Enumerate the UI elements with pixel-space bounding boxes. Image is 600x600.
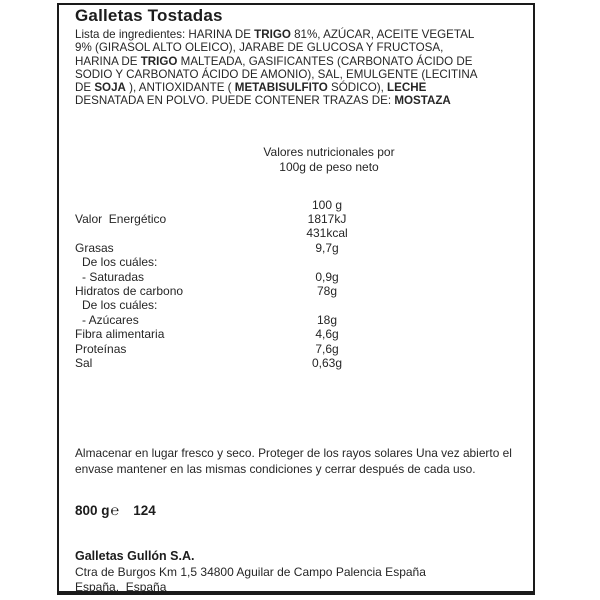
manufacturer-country: España, España — [75, 580, 167, 594]
ingredients-text: SÓDICO), — [327, 81, 388, 95]
nutrition-label: Hidratos de carbono — [75, 283, 184, 298]
nutrition-label: Grasas — [75, 240, 114, 255]
nutrition-value: 18g — [316, 312, 338, 327]
unit-count: 124 — [133, 503, 156, 518]
nutrition-value: 1817kJ — [307, 212, 347, 226]
storage-instructions: Almacenar en lugar fresco y seco. Proteger de los rayos solares Una vez abierto el envase mantener en las mismas condiciones y cerrar después de cada uso. — [75, 446, 512, 476]
nutrition-column-header: 100 g — [311, 198, 343, 212]
nutrition-row-sugars — [59, 313, 533, 327]
nutrition-table — [59, 212, 533, 370]
allergen-mostaza: MOSTAZA — [394, 94, 451, 108]
nutrition-label: De los cuáles: — [82, 298, 158, 313]
nutrition-row-protein — [59, 342, 533, 356]
nutrition-value: 431kcal — [306, 226, 348, 241]
nutrition-row-energy-kcal — [59, 226, 533, 240]
allergen-trigo: TRIGO — [254, 28, 291, 41]
nutrition-heading — [159, 145, 499, 174]
nutrition-value: 7,6g — [315, 341, 339, 356]
nutrition-row-fibre — [59, 327, 533, 341]
estimated-sign-icon: ℮ — [110, 503, 120, 519]
allergen-trigo: TRIGO — [140, 54, 178, 68]
ingredients-text: HARINA DE — [75, 54, 141, 68]
ingredients-line-5 — [75, 81, 527, 94]
nutrition-value: 4,6g — [315, 327, 339, 342]
nutrition-row-of-which-fat — [59, 255, 533, 269]
manufacturer-address: Ctra de Burgos Km 1,5 34800 Aguilar de Campo Palencia España — [75, 564, 426, 579]
ingredients-text: 9% (GIRASOL ALTO OLEICO), JARABE DE GLUCOSA Y FRUCTOSA, — [75, 41, 444, 55]
nutrition-row-fat — [59, 241, 533, 255]
ingredients-line-6 — [75, 94, 527, 107]
label-border-box — [57, 3, 535, 595]
nutrition-label: Sal — [75, 355, 93, 370]
allergen-soja: SOJA — [94, 81, 126, 95]
ingredients-line-1 — [75, 28, 527, 41]
product-title: Galletas Tostadas — [75, 6, 223, 25]
net-weight-row — [75, 503, 156, 519]
nutrition-label: - Saturadas — [82, 269, 145, 284]
nutrition-value: 78g — [316, 283, 338, 298]
nutrition-value: 0,63g — [311, 355, 343, 370]
nutrition-heading-line-1: Valores nutricionales por — [263, 145, 395, 159]
ingredients-text: 81%, AZÚCAR, ACEITE VEGETAL — [290, 28, 475, 41]
ingredients-line-3 — [75, 55, 527, 68]
allergen-leche: LECHE — [387, 81, 427, 95]
nutrition-label: Proteínas — [75, 341, 127, 356]
ingredients-text: MALTEADA, GASIFICANTES (CARBONATO ÁCIDO DE — [177, 54, 473, 68]
ingredients-text: SODIO Y CARBONATO ÁCIDO DE AMONIO), SAL, EMULGENTE (LECITINA — [75, 67, 478, 81]
ingredients-text: Lista de ingredientes: HARINA DE — [75, 28, 255, 41]
allergen-metabisulfito: METABISULFITO — [234, 81, 328, 95]
manufacturer-name: Galletas Gullón S.A. — [75, 549, 195, 563]
ingredients-text: DE — [75, 81, 95, 95]
nutrition-row-salt — [59, 356, 533, 370]
nutrition-label: - Azúcares — [82, 312, 139, 327]
ingredients-line-2 — [75, 41, 527, 54]
ingredients-text: DESNATADA EN POLVO. PUEDE CONTENER TRAZAS DE: — [75, 94, 395, 108]
ingredients-text: ), ANTIOXIDANTE ( — [125, 81, 235, 95]
nutrition-row-saturates — [59, 270, 533, 284]
nutrition-label: Fibra alimentaria — [75, 327, 165, 342]
nutrition-row-carbohydrate — [59, 284, 533, 298]
manufacturer-info — [75, 549, 527, 596]
ingredients-line-4 — [75, 68, 527, 81]
nutrition-label: Valor Energético — [75, 212, 167, 226]
nutrition-row-of-which-carbs — [59, 298, 533, 312]
nutrition-heading-line-2: 100g de peso neto — [279, 159, 379, 174]
nutrition-value: 9,7g — [315, 240, 339, 255]
net-weight: 800 g — [75, 503, 110, 518]
nutrition-label: De los cuáles: — [82, 255, 158, 270]
nutrition-row-energy — [59, 212, 533, 226]
nutrition-value: 0,9g — [315, 269, 339, 284]
ingredients-paragraph — [75, 28, 527, 108]
